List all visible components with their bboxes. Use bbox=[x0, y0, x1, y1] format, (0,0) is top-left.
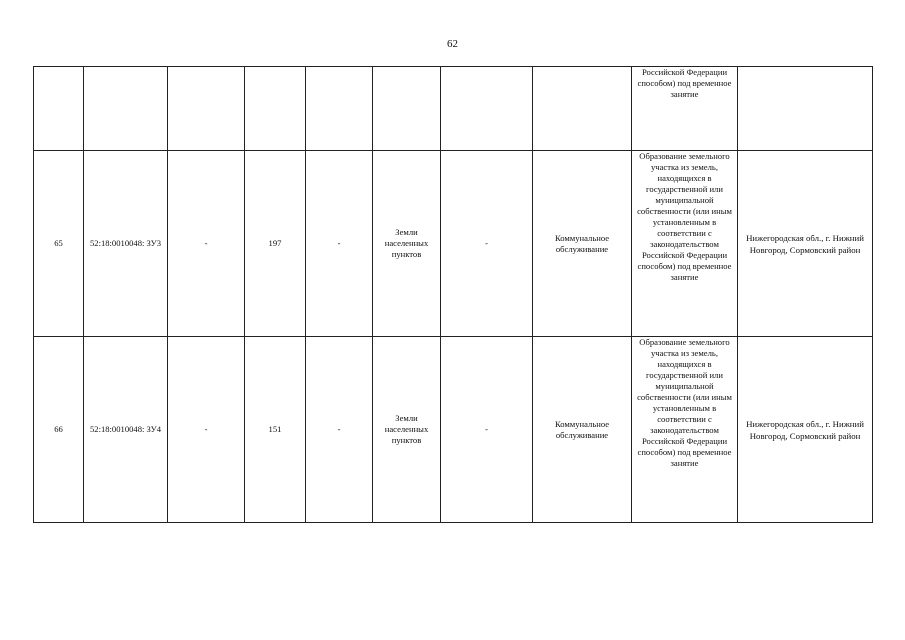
table-row bbox=[34, 151, 873, 337]
cell-category bbox=[373, 67, 441, 151]
cell-cadastral bbox=[84, 67, 168, 151]
cell-basis: Российской Федерации способом) под временное занятие bbox=[632, 67, 738, 151]
cell-category: Земли населенных пунктов bbox=[373, 337, 441, 523]
cell-area: 151 bbox=[245, 337, 306, 523]
cell-col3 bbox=[168, 67, 245, 151]
cell-col5 bbox=[306, 67, 373, 151]
cell-cadastral: 52:18:0010048: ЗУ3 bbox=[84, 151, 168, 337]
cell-col3: - bbox=[168, 151, 245, 337]
cell-usage bbox=[533, 67, 632, 151]
cell-col5: - bbox=[306, 151, 373, 337]
table-row-continuation bbox=[34, 67, 873, 151]
cell-col5: - bbox=[306, 337, 373, 523]
page-number: 62 bbox=[447, 38, 458, 50]
cell-col7: - bbox=[441, 151, 533, 337]
cell-cadastral: 52:18:0010048: ЗУ4 bbox=[84, 337, 168, 523]
land-plots-table bbox=[33, 66, 873, 523]
cell-category: Земли населенных пунктов bbox=[373, 151, 441, 337]
cell-address: Нижегородская обл., г. Нижний Новгород, Сормовский район bbox=[738, 337, 873, 523]
cell-col7 bbox=[441, 67, 533, 151]
cell-num bbox=[34, 67, 84, 151]
cell-basis: Образование земельного участка из земель, находящихся в государственной или муниципальной собственности (или иным установленным в соответствии с законодательством Российской Федерации способом) под временное занятие bbox=[632, 151, 738, 337]
cell-num: 66 bbox=[34, 337, 84, 523]
cell-num: 65 bbox=[34, 151, 84, 337]
cell-usage: Коммунальное обслуживание bbox=[533, 151, 632, 337]
cell-basis: Образование земельного участка из земель, находящихся в государственной или муниципальной собственности (или иным установленным в соответствии с законодательством Российской Федерации способом) под временное занятие bbox=[632, 337, 738, 523]
cell-col3: - bbox=[168, 337, 245, 523]
cell-col7: - bbox=[441, 337, 533, 523]
cell-usage: Коммунальное обслуживание bbox=[533, 337, 632, 523]
table-row bbox=[34, 337, 873, 523]
cell-address: Нижегородская обл., г. Нижний Новгород, Сормовский район bbox=[738, 151, 873, 337]
cell-area bbox=[245, 67, 306, 151]
cell-address bbox=[738, 67, 873, 151]
cell-area: 197 bbox=[245, 151, 306, 337]
